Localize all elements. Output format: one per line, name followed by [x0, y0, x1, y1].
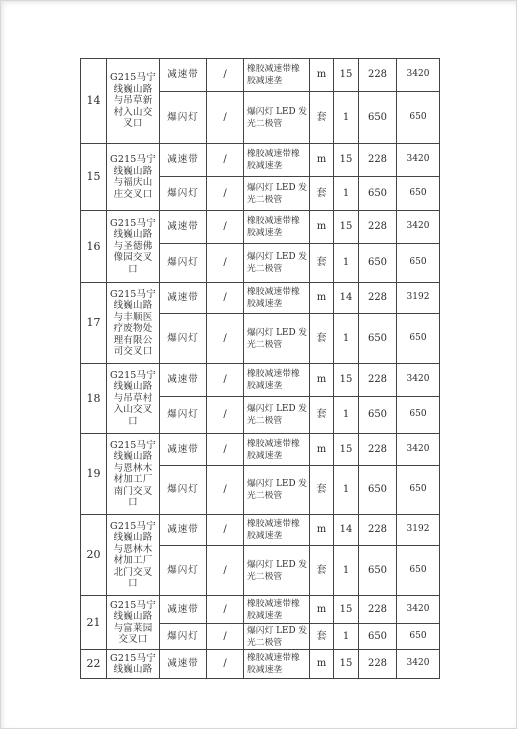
location-cell	[107, 211, 160, 283]
location-cell	[107, 650, 160, 679]
item-qty: 15	[334, 59, 359, 92]
cell-line: 材加工厂	[113, 555, 153, 566]
item-name: 爆闪灯	[160, 546, 207, 596]
cell-line: G215马宁	[110, 154, 156, 165]
item-name: 减速带	[160, 596, 207, 624]
cell-line: 口	[128, 263, 138, 275]
item-price: 228	[359, 364, 397, 397]
cell-line: 光二极管	[247, 491, 283, 501]
cell-line: 胶减速垄	[247, 299, 283, 309]
table-body	[81, 59, 440, 679]
cell-line: 口	[128, 415, 138, 427]
item-total: 3420	[397, 144, 440, 177]
item-name: 减速带	[160, 364, 207, 397]
cell-line: 橡胶减速带橡	[247, 438, 300, 449]
item-model: /	[207, 364, 244, 397]
cell-line: 与福庆山	[113, 177, 153, 188]
item-total: 3420	[397, 596, 440, 624]
item-unit: m	[310, 59, 334, 92]
item-total: 650	[397, 546, 440, 596]
cell-line: 橡胶减速带橡	[247, 287, 300, 297]
item-price: 650	[359, 244, 397, 283]
item-model: /	[207, 466, 244, 515]
item-qty: 1	[334, 314, 359, 364]
cell-line: 线巍山路	[113, 381, 153, 393]
item-price: 650	[359, 624, 397, 650]
item-spec	[244, 211, 310, 244]
cell-line: 胶减速垄	[247, 531, 283, 541]
cell-line: 光二极管	[247, 339, 283, 350]
item-qty: 14	[334, 283, 359, 314]
item-name: 减速带	[160, 434, 207, 466]
item-total: 650	[397, 244, 440, 283]
cell-line: 线巍山路	[113, 165, 153, 177]
cell-line: 疗废物处	[113, 323, 153, 334]
item-total: 650	[397, 624, 440, 650]
cell-line: 胶减速垄	[247, 450, 283, 461]
item-price: 650	[359, 92, 397, 144]
item-spec	[244, 314, 310, 364]
cell-line: 交叉口	[118, 634, 148, 645]
cell-line: 入山交叉	[113, 404, 153, 416]
item-price: 650	[359, 177, 397, 211]
item-unit: m	[310, 515, 334, 546]
item-qty: 15	[334, 434, 359, 466]
item-price: 228	[359, 283, 397, 314]
item-spec	[244, 364, 310, 397]
item-qty: 15	[334, 144, 359, 177]
cell-line: 橡胶减速带橡	[247, 216, 300, 226]
item-name: 减速带	[160, 211, 207, 244]
row-number: 17	[81, 283, 107, 364]
item-total: 3420	[397, 434, 440, 466]
cell-line: 爆闪灯 LED 发	[247, 327, 308, 338]
cell-line: 橡胶减速带橡	[247, 369, 300, 379]
item-spec	[244, 466, 310, 515]
cell-line: 橡胶减速带橡	[247, 598, 300, 609]
item-unit: m	[310, 596, 334, 624]
item-total: 650	[397, 397, 440, 434]
cell-line: 橡胶减速带橡	[247, 653, 300, 663]
item-spec	[244, 650, 310, 679]
cell-line: G215马宁	[110, 599, 156, 611]
cell-line: 爆闪灯 LED 发	[247, 625, 308, 636]
item-spec	[244, 434, 310, 466]
item-name: 爆闪灯	[160, 314, 207, 364]
item-model: /	[207, 211, 244, 244]
cell-line: 南门交叉	[113, 485, 153, 497]
item-total: 3192	[397, 283, 440, 314]
item-spec	[244, 596, 310, 624]
item-price: 228	[359, 211, 397, 244]
item-qty: 1	[334, 244, 359, 283]
cell-line: 胶减速垄	[247, 228, 283, 238]
row-number: 22	[81, 650, 107, 679]
item-model: /	[207, 515, 244, 546]
item-model: /	[207, 283, 244, 314]
cell-line: G215马宁	[110, 72, 156, 84]
cell-line: G215马宁	[110, 217, 156, 229]
item-name: 爆闪灯	[160, 177, 207, 211]
cell-line: 线巍山路	[113, 451, 153, 462]
item-price: 650	[359, 466, 397, 515]
item-price: 228	[359, 596, 397, 624]
table-row	[81, 364, 440, 397]
cell-line: 与丰顺医	[113, 311, 153, 323]
cell-line: 胶减速垄	[247, 665, 283, 675]
cell-line: 线巍山路	[113, 83, 153, 95]
cell-line: G215马宁	[110, 652, 156, 664]
cell-line: 口	[128, 497, 138, 508]
item-spec	[244, 397, 310, 434]
item-name: 爆闪灯	[160, 92, 207, 144]
cell-line: 线巍山路	[113, 229, 153, 241]
item-qty: 15	[334, 211, 359, 244]
cell-line: 胶减速垄	[247, 76, 283, 86]
cell-line: 司交叉口	[113, 346, 153, 357]
location-cell	[107, 434, 160, 515]
item-price: 650	[359, 397, 397, 434]
cell-line: 胶减速垄	[247, 610, 283, 621]
item-unit: 套	[310, 314, 334, 364]
item-qty: 1	[334, 397, 359, 434]
location-cell	[107, 364, 160, 434]
cell-line: 光二极管	[247, 416, 283, 426]
item-model: /	[207, 650, 244, 679]
item-spec	[244, 144, 310, 177]
cell-line: 爆闪灯 LED 发	[247, 182, 308, 193]
item-unit: m	[310, 434, 334, 466]
item-unit: 套	[310, 244, 334, 283]
item-spec	[244, 92, 310, 144]
item-model: /	[207, 596, 244, 624]
item-name: 爆闪灯	[160, 397, 207, 434]
row-number: 14	[81, 59, 107, 144]
cell-line: 与恩林木	[113, 462, 153, 474]
cell-line: 光二极管	[247, 194, 283, 205]
cell-line: 与吊草村	[113, 392, 153, 404]
cell-line: 线巍山路	[113, 611, 153, 622]
item-name: 爆闪灯	[160, 624, 207, 650]
item-qty: 1	[334, 546, 359, 596]
table-row	[81, 515, 440, 546]
cell-line: 光二极管	[247, 637, 283, 648]
cell-line: 与富莱园	[113, 622, 153, 634]
item-unit: m	[310, 144, 334, 177]
item-price: 228	[359, 650, 397, 679]
item-total: 3192	[397, 515, 440, 546]
item-price: 228	[359, 59, 397, 92]
cell-line: 橡胶减速带橡	[247, 64, 300, 74]
item-unit: m	[310, 650, 334, 679]
cell-line: G215马宁	[110, 369, 156, 381]
cell-line: 材加工厂	[113, 474, 153, 485]
item-spec	[244, 283, 310, 314]
item-total: 3420	[397, 59, 440, 92]
item-qty: 15	[334, 650, 359, 679]
row-number: 19	[81, 434, 107, 515]
cell-line: 与圣德佛	[113, 240, 153, 252]
item-spec	[244, 59, 310, 92]
item-qty: 15	[334, 596, 359, 624]
location-cell	[107, 283, 160, 364]
item-unit: m	[310, 211, 334, 244]
item-model: /	[207, 624, 244, 650]
item-price: 228	[359, 515, 397, 546]
item-name: 减速带	[160, 144, 207, 177]
cell-line: 线巍山路	[113, 300, 153, 311]
item-name: 爆闪灯	[160, 244, 207, 283]
item-name: 减速带	[160, 650, 207, 679]
item-qty: 1	[334, 92, 359, 144]
item-spec	[244, 515, 310, 546]
item-model: /	[207, 434, 244, 466]
item-unit: 套	[310, 177, 334, 211]
cell-line: 叉口	[123, 118, 143, 130]
item-name: 减速带	[160, 283, 207, 314]
cell-line: 爆闪灯 LED 发	[247, 252, 308, 262]
cell-line: G215马宁	[110, 520, 156, 532]
item-total: 3420	[397, 364, 440, 397]
item-name: 爆闪灯	[160, 466, 207, 515]
item-model: /	[207, 59, 244, 92]
item-model: /	[207, 244, 244, 283]
item-total: 650	[397, 314, 440, 364]
item-total: 3420	[397, 650, 440, 679]
item-model: /	[207, 397, 244, 434]
equipment-table	[80, 58, 440, 679]
item-total: 3420	[397, 211, 440, 244]
item-qty: 1	[334, 624, 359, 650]
row-number: 21	[81, 596, 107, 650]
item-spec	[244, 177, 310, 211]
item-qty: 15	[334, 364, 359, 397]
item-model: /	[207, 144, 244, 177]
cell-line: 与吊草新	[113, 95, 153, 107]
location-cell	[107, 596, 160, 650]
location-cell	[107, 515, 160, 596]
cell-line: G215马宁	[110, 288, 156, 300]
cell-line: 庄交叉口	[113, 188, 153, 200]
row-number: 16	[81, 211, 107, 283]
table-row	[81, 144, 440, 177]
cell-line: 线巍山路	[113, 664, 153, 675]
cell-line: 线巍山路	[113, 532, 153, 543]
item-model: /	[207, 92, 244, 144]
item-price: 228	[359, 144, 397, 177]
cell-line: 胶减速垄	[247, 381, 283, 391]
cell-line: 爆闪灯 LED 发	[247, 479, 308, 489]
item-model: /	[207, 314, 244, 364]
item-unit: 套	[310, 466, 334, 515]
cell-line: 像园交叉	[113, 252, 153, 264]
cell-line: 理有限公	[113, 334, 153, 346]
item-qty: 1	[334, 177, 359, 211]
item-unit: m	[310, 364, 334, 397]
item-total: 650	[397, 177, 440, 211]
table-row	[81, 59, 440, 92]
item-name: 减速带	[160, 59, 207, 92]
item-unit: 套	[310, 624, 334, 650]
location-cell	[107, 59, 160, 144]
cell-line: 爆闪灯 LED 发	[247, 106, 308, 117]
table-row	[81, 650, 440, 679]
item-spec	[244, 624, 310, 650]
location-cell	[107, 144, 160, 211]
row-number: 18	[81, 364, 107, 434]
item-price: 228	[359, 434, 397, 466]
item-spec	[244, 546, 310, 596]
item-qty: 1	[334, 466, 359, 515]
cell-line: 北门交叉	[113, 566, 153, 578]
table-row	[81, 211, 440, 244]
cell-line: 胶减速垄	[247, 161, 283, 171]
table-row	[81, 283, 440, 314]
item-spec	[244, 244, 310, 283]
cell-line: 光二极管	[247, 571, 283, 582]
row-number: 15	[81, 144, 107, 211]
item-price: 650	[359, 546, 397, 596]
row-number: 20	[81, 515, 107, 596]
table-row	[81, 596, 440, 624]
cell-line: 光二极管	[247, 264, 283, 274]
item-name: 减速带	[160, 515, 207, 546]
item-model: /	[207, 546, 244, 596]
cell-line: G215马宁	[110, 439, 156, 451]
cell-line: 爆闪灯 LED 发	[247, 559, 308, 570]
item-unit: m	[310, 283, 334, 314]
item-qty: 14	[334, 515, 359, 546]
item-unit: 套	[310, 546, 334, 596]
item-total: 650	[397, 466, 440, 515]
item-unit: 套	[310, 397, 334, 434]
item-model: /	[207, 177, 244, 211]
item-unit: 套	[310, 92, 334, 144]
table-row	[81, 434, 440, 466]
item-price: 650	[359, 314, 397, 364]
item-total: 650	[397, 92, 440, 144]
cell-line: 口	[128, 578, 138, 589]
cell-line: 爆闪灯 LED 发	[247, 404, 308, 414]
cell-line: 橡胶减速带橡	[247, 519, 300, 529]
cell-line: 与恩林木	[113, 543, 153, 555]
cell-line: 村入山交	[113, 106, 153, 118]
cell-line: 橡胶减速带橡	[247, 149, 300, 159]
cell-line: 光二极管	[247, 118, 283, 129]
